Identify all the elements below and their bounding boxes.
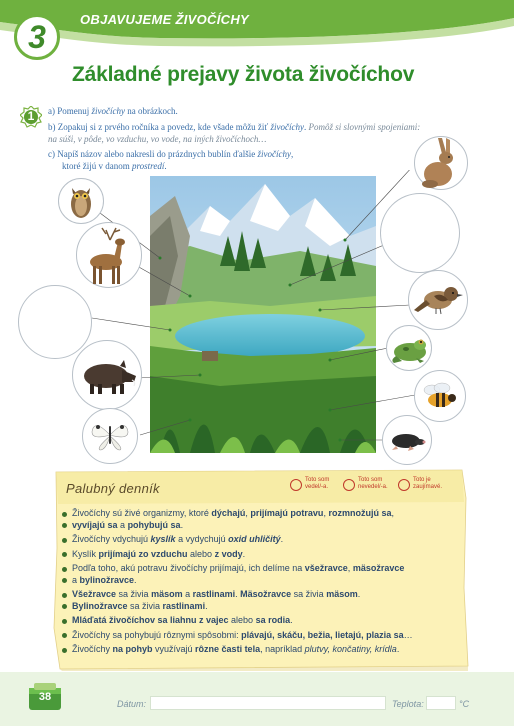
exclamation-icon [398,479,410,491]
hare-icon [420,136,460,190]
list-item: Kyslík prijímajú zo vzduchu alebo z vody. [62,549,462,561]
empty-bubble[interactable] [380,193,460,273]
task-number: 1 [27,109,35,123]
logbook-bullets [62,508,462,656]
temperature-unit: °C [459,699,470,709]
list-item: Živočíchy sú živé organizmy, ktoré dýchajú, prijímajú potravu, rozmnožujú sa, [62,508,462,520]
task-c-line2: ktoré žijú v danom prostredí. [62,161,167,171]
task-a: a) Pomenuj živočíchy na obrázkoch. [48,106,178,116]
logbook-title: Palubný denník [66,481,160,496]
boar-icon [76,354,138,396]
task-b-hint: na súši, v pôde, vo vzduchu, vo vode, na iných živočíchoch… [48,134,267,144]
task-b: b) Zopakuj si z prvého ročníka a povedz, kde všade môžu žiť živočíchy. Pomôž si slovnými spojeniami: [48,122,421,132]
task-c: c) Napíš názov alebo nakresli do prázdnych bublín ďalšie živočíchy, [48,149,294,159]
bee-icon [422,380,458,414]
chapter-title: OBJAVUJEME ŽIVOČÍCHY [80,12,250,27]
temperature-field[interactable] [426,696,456,710]
list-item: Všežravce sa živia mäsom a rastlinami. Mäsožravce sa živia mäsom. [62,589,462,601]
cross-icon [343,479,355,491]
list-item: Živočíchy vdychujú kyslík a vydychujú oxid uhličitý. [62,534,462,546]
chapter-number-badge [14,14,60,60]
chapter-number: 3 [28,19,46,55]
list-item-cont: Bylinožravce sa živia rastlinami. [62,601,462,613]
page-title: Základné prejavy života živočíchov [72,63,415,86]
legend-interesting: Toto je zaujímavé. [413,477,443,490]
chapter-header-band [0,0,514,52]
list-item-cont: vyvíjajú sa a pohybujú sa. [62,520,462,532]
list-item: Živočíchy na pohyb využívajú rôzne časti tela, napríklad plutvy, končatiny, krídla. [62,644,462,656]
page-number: 38 [38,691,52,703]
list-item: Mláďatá živočíchov sa liahnu z vajec alebo sa rodia. [62,615,462,627]
legend-didnt-know: Toto som nevedel/-a. [358,477,388,490]
check-icon [290,479,302,491]
empty-bubble[interactable] [18,285,92,359]
owl-icon [68,184,94,220]
list-item-cont: a bylinožravce. [62,575,462,587]
deer-icon [82,226,132,286]
sparrow-icon [414,282,464,316]
frog-icon [388,334,430,364]
list-item: Živočíchy sa pohybujú rôznymi spôsobmi: plávajú, skáču, bežia, lietajú, plazia sa… [62,630,462,642]
list-item: Podľa toho, akú potravu živočíchy prijímajú, ich delíme na všežravce, mäsožravce [62,563,462,575]
mole-icon [388,428,426,452]
date-label: Dátum: [117,699,147,709]
temperature-label: Teplota: [392,699,424,709]
legend-knew: Toto som vedel/-a. [305,477,330,490]
butterfly-icon [90,418,130,452]
date-field[interactable] [150,696,386,710]
